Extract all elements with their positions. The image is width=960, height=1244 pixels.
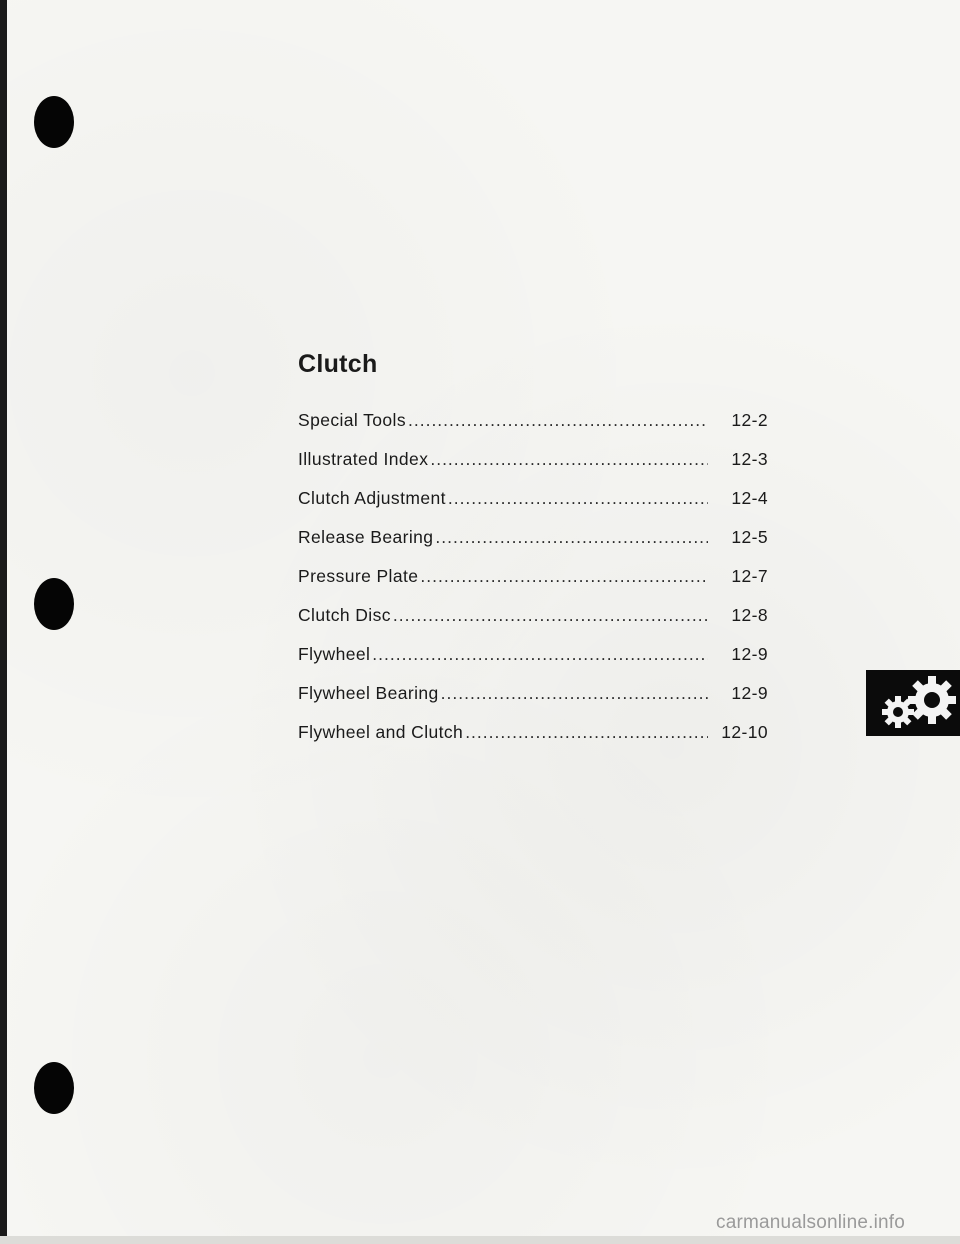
punch-hole-top (34, 96, 74, 148)
dot-leader (408, 410, 708, 431)
toc-entry-page: 12-10 (721, 722, 768, 742)
toc-entry-label: Clutch Adjustment (298, 488, 446, 508)
toc-entry-flywheel-and-clutch[interactable] (298, 722, 768, 761)
dot-leader (435, 527, 708, 548)
toc-entry-label: Release Bearing (298, 527, 434, 547)
page-left-edge (0, 0, 7, 1244)
toc-entry-clutch-adjustment[interactable] (298, 488, 768, 527)
toc-entry-page: 12-4 (731, 488, 768, 508)
dot-leader (430, 449, 708, 470)
toc-entry-release-bearing[interactable] (298, 527, 768, 566)
toc-entry-label: Flywheel (298, 644, 371, 664)
gears-icon (866, 670, 960, 736)
toc-entry-flywheel[interactable] (298, 644, 768, 683)
toc-entry-page: 12-9 (731, 683, 768, 703)
table-of-contents (298, 410, 768, 761)
toc-entry-label: Clutch Disc (298, 605, 391, 625)
punch-hole-bottom (34, 1062, 74, 1114)
section-title: Clutch (298, 350, 378, 378)
toc-entry-page: 12-9 (731, 644, 768, 664)
punch-hole-middle (34, 578, 74, 630)
toc-entry-label: Flywheel and Clutch (298, 722, 464, 742)
toc-entry-pressure-plate[interactable] (298, 566, 768, 605)
page-bottom-edge (0, 1236, 960, 1244)
dot-leader (393, 605, 708, 626)
toc-entry-page: 12-3 (731, 449, 768, 469)
toc-entry-illustrated-index[interactable] (298, 449, 768, 488)
dot-leader (372, 644, 708, 665)
toc-entry-special-tools[interactable] (298, 410, 768, 449)
toc-entry-label: Illustrated Index (298, 449, 429, 469)
dot-leader (448, 488, 708, 509)
toc-entry-label: Special Tools (298, 410, 406, 430)
toc-entry-page: 12-7 (731, 566, 768, 586)
dot-leader (420, 566, 708, 587)
toc-entry-page: 12-5 (731, 527, 768, 547)
dot-leader (465, 722, 708, 743)
section-tab (866, 670, 960, 736)
watermark[interactable]: carmanualsonline.info (716, 1212, 906, 1233)
toc-entry-clutch-disc[interactable] (298, 605, 768, 644)
toc-entry-label: Flywheel Bearing (298, 683, 439, 703)
toc-entry-page: 12-2 (731, 410, 768, 430)
toc-entry-label: Pressure Plate (298, 566, 419, 586)
dot-leader (441, 683, 708, 704)
toc-entry-page: 12-8 (731, 605, 768, 625)
toc-entry-flywheel-bearing[interactable] (298, 683, 768, 722)
